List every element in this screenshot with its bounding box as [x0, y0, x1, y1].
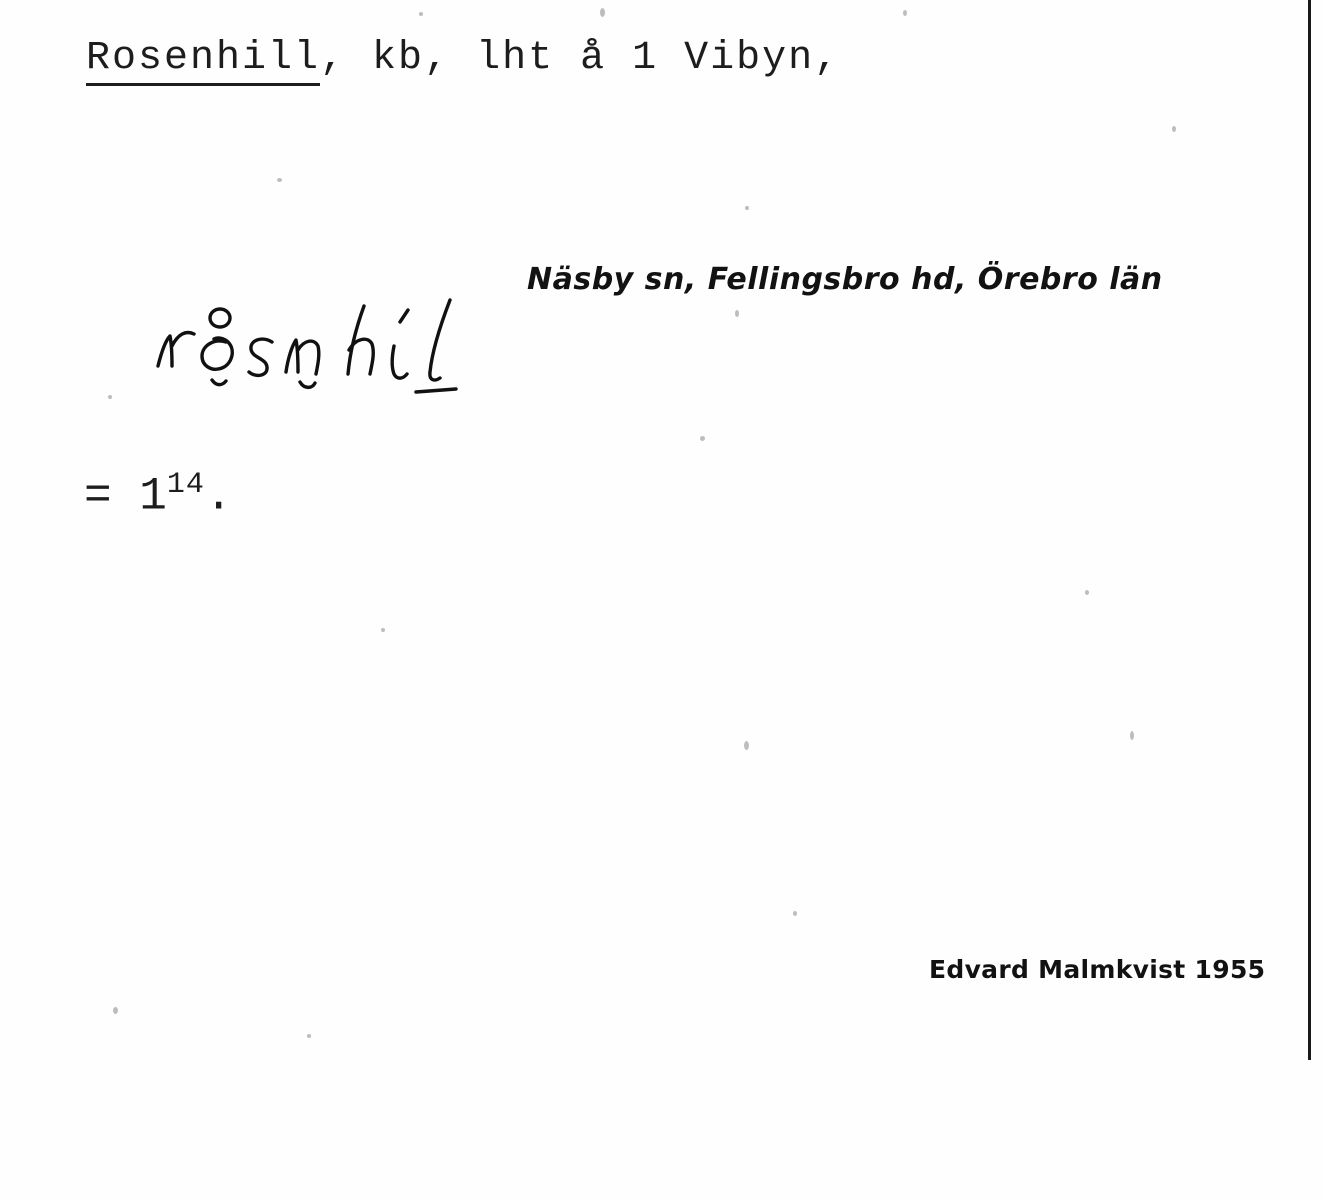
scan-speck [745, 206, 749, 210]
scan-speck [113, 1007, 118, 1014]
card-right-edge [1308, 0, 1311, 1060]
scan-speck [419, 12, 423, 16]
scan-speck [903, 10, 907, 16]
scan-speck [1172, 126, 1176, 132]
recorder-signature: Edvard Malmkvist 1955 [929, 955, 1266, 984]
headword-line [86, 36, 840, 81]
reference-period: . [204, 470, 233, 523]
scan-speck [277, 178, 282, 182]
headword-rest: , kb, lht å 1 Vibyn, [320, 36, 841, 81]
scan-speck [108, 395, 112, 399]
phonetic-transcription-ink [150, 288, 570, 408]
reference-superscript: 14 [166, 468, 205, 502]
scan-speck [600, 8, 605, 17]
scan-speck [700, 436, 705, 441]
phonetic-transcription [150, 288, 570, 408]
scan-speck [381, 628, 385, 632]
scan-speck [735, 310, 739, 317]
locality-line: Näsby sn, Fellingsbro hd, Örebro län [527, 262, 1163, 297]
reference-equals: = 1 [84, 470, 167, 523]
scan-speck [1130, 731, 1134, 740]
reference-line [84, 468, 232, 522]
scan-speck [307, 1034, 311, 1038]
scan-speck [793, 911, 797, 916]
headword-name: Rosenhill [86, 36, 320, 86]
scan-speck [1085, 590, 1089, 595]
scan-speck [744, 741, 749, 750]
